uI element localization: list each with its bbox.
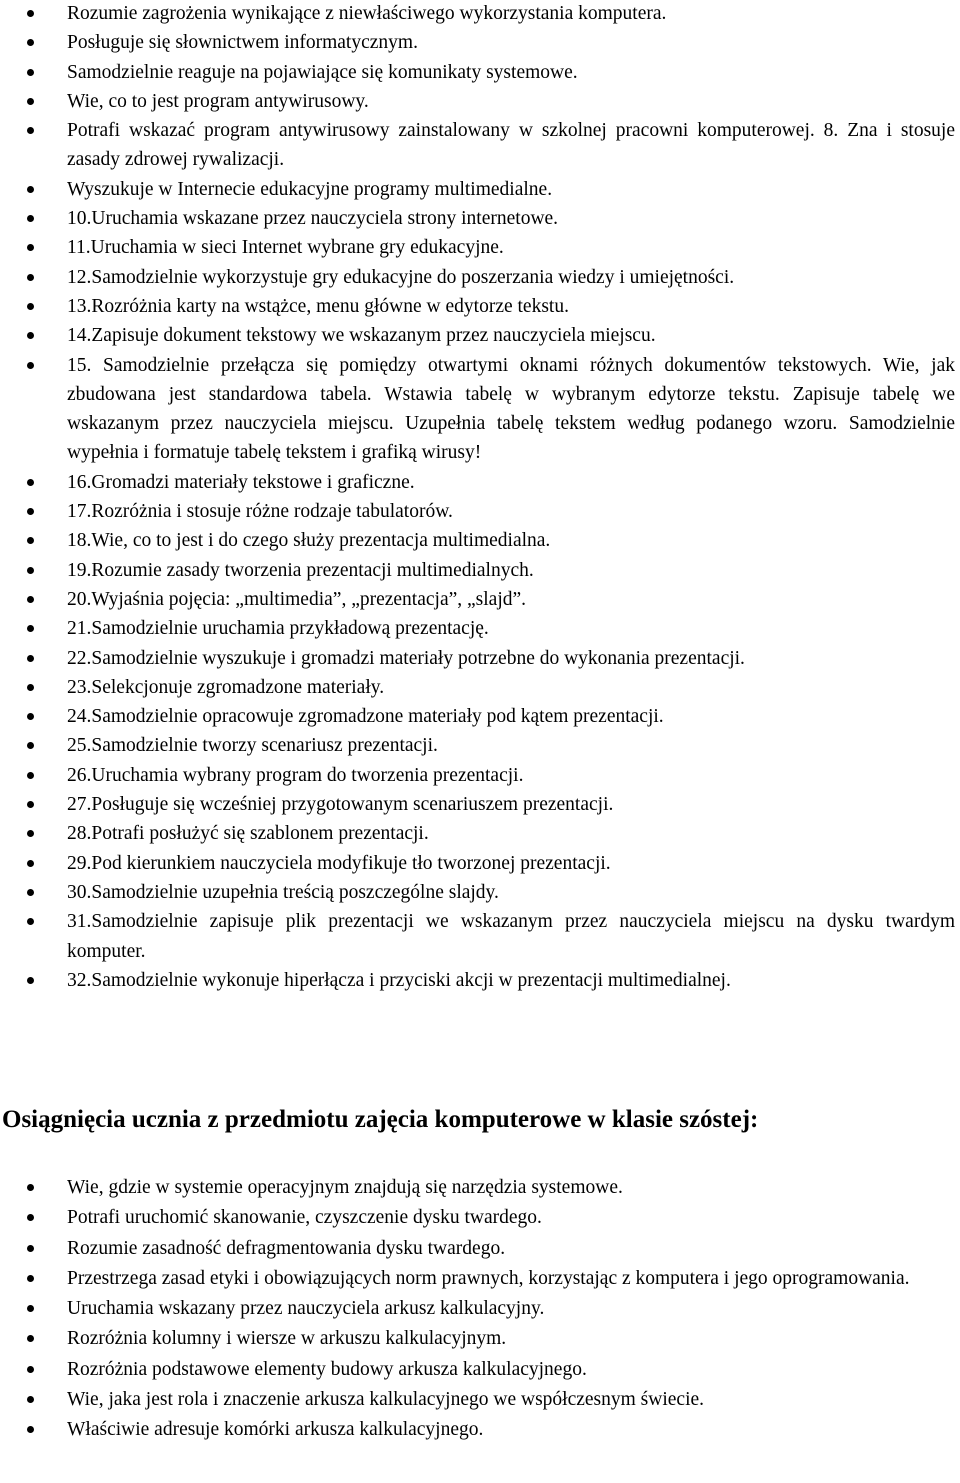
bullet-icon: [27, 479, 34, 486]
bullet-icon: [27, 567, 34, 574]
bullet-icon: [27, 684, 34, 691]
list-item: [0, 263, 960, 292]
list-item: [0, 28, 960, 57]
bullet-icon: [27, 596, 34, 603]
bullet-icon: [27, 1245, 34, 1252]
bullet-icon: [27, 918, 34, 925]
list-item: [0, 644, 960, 673]
bullet-icon: [27, 1396, 34, 1403]
list-item: [0, 497, 960, 526]
list-item: [0, 761, 960, 790]
list-item-text: 27.Posługuje się wcześniej przygotowanym scenariuszem prezentacji.: [67, 794, 614, 816]
list-item-text: Właściwie adresuje komórki arkusza kalkulacyjnego.: [67, 1419, 484, 1441]
list-item: [0, 351, 960, 468]
bullet-icon: [27, 1184, 34, 1191]
bullet-icon: [27, 655, 34, 662]
bullet-icon: [27, 127, 34, 134]
list-item: [0, 292, 960, 321]
list-item: [0, 1385, 960, 1415]
list-item-text: 15. Samodzielnie przełącza się pomiędzy otwartymi oknami różnych dokumentów tekstowych. Wie, jak zbudowana jest standardowa tabela. Wstawia tabelę w wybranym edytorze tekstu. Zapisuje tabelę we wskazanym przez nauczyciela miejscu. Uzupełnia tabelę tekstem według podanego wzoru. Samodzielnie wypełnia i formatuje tabelę tekstem i grafiką wirusy!: [67, 354, 955, 464]
list-item: [0, 526, 960, 555]
bullet-icon: [27, 10, 34, 17]
list-item-text: 21.Samodzielnie uruchamia przykładową prezentację.: [67, 618, 489, 640]
list-item-text: 20.Wyjaśnia pojęcia: „multimedia”, „prezentacja”, „slajd”.: [67, 588, 527, 610]
list-item-text: 17.Rozróżnia i stosuje różne rodzaje tabulatorów.: [67, 501, 453, 523]
list-item: [0, 790, 960, 819]
list-item-text: Przestrzega zasad etyki i obowiązujących norm prawnych, korzystając z komputera i jego oprogramowania.: [67, 1267, 910, 1289]
list-item-text: 25.Samodzielnie tworzy scenariusz prezentacji.: [67, 735, 438, 757]
list-item: [0, 233, 960, 262]
list-item-text: 14.Zapisuje dokument tekstowy we wskazanym przez nauczyciela miejscu.: [67, 325, 656, 347]
list-item: [0, 585, 960, 614]
bullet-icon: [27, 713, 34, 720]
list-item: [0, 1324, 960, 1354]
list-item: [0, 1415, 960, 1445]
bullet-icon: [27, 889, 34, 896]
list-item: [0, 907, 960, 966]
bullet-icon: [27, 977, 34, 984]
list-item: [0, 204, 960, 233]
list-item: [0, 878, 960, 907]
list-item: [0, 0, 960, 28]
list-item: [0, 321, 960, 350]
list-item-text: 26.Uruchamia wybrany program do tworzenia prezentacji.: [67, 764, 524, 786]
bullet-icon: [27, 1426, 34, 1433]
list-item-text: Rozróżnia kolumny i wiersze w arkuszu kalkulacyjnym.: [67, 1328, 507, 1350]
bullet-icon: [27, 303, 34, 310]
list-item-text: 32.Samodzielnie wykonuje hiperłącza i przyciski akcji w prezentacji multimedialnej.: [67, 969, 731, 991]
list-item: [0, 116, 960, 175]
bullet-icon: [27, 98, 34, 105]
list-item-text: 24.Samodzielnie opracowuje zgromadzone materiały pod kątem prezentacji.: [67, 706, 664, 728]
bullet-icon: [27, 69, 34, 76]
bullet-icon: [27, 274, 34, 281]
bullet-icon: [27, 772, 34, 779]
bullet-icon: [27, 215, 34, 222]
bullet-icon: [27, 1275, 34, 1282]
bullet-icon: [27, 508, 34, 515]
bullet-icon: [27, 1366, 34, 1373]
list-item-text: 13.Rozróżnia karty na wstążce, menu główne w edytorze tekstu.: [67, 295, 569, 317]
list-item: [0, 1173, 960, 1203]
list-item: [0, 702, 960, 731]
list-item: [0, 819, 960, 848]
list-item-text: Posługuje się słownictwem informatycznym.: [67, 32, 418, 54]
list-item-text: 31.Samodzielnie zapisuje plik prezentacji we wskazanym przez nauczyciela miejscu na dysku twardym komputer.: [67, 911, 955, 962]
list-item-text: Potrafi wskazać program antywirusowy zainstalowany w szkolnej pracowni komputerowej. 8. Zna i stosuje zasady zdrowej rywalizacji.: [67, 120, 955, 171]
list-item: [0, 1264, 960, 1294]
list-item-text: 18.Wie, co to jest i do czego służy prezentacja multimedialna.: [67, 530, 551, 552]
list-item: [0, 175, 960, 204]
bullet-icon: [27, 1305, 34, 1312]
bullet-icon: [27, 742, 34, 749]
list-item-text: Rozumie zagrożenia wynikające z niewłaściwego wykorzystania komputera.: [67, 3, 667, 24]
list-item-text: 30.Samodzielnie uzupełnia treścią poszczególne slajdy.: [67, 881, 499, 903]
list-item: [0, 1234, 960, 1264]
list-item-text: 28.Potrafi posłużyć się szablonem prezentacji.: [67, 823, 429, 845]
list-item: [0, 1294, 960, 1324]
list-item-text: Wie, jaka jest rola i znaczenie arkusza kalkulacyjnego we współczesnym świecie.: [67, 1389, 705, 1411]
bullet-icon: [27, 1214, 34, 1221]
list-item-text: 29.Pod kierunkiem nauczyciela modyfikuje tło tworzonej prezentacji.: [67, 852, 611, 874]
bullet-icon: [27, 332, 34, 339]
list-item-text: 23.Selekcjonuje zgromadzone materiały.: [67, 676, 385, 698]
list-item-text: 12.Samodzielnie wykorzystuje gry edukacyjne do poszerzania wiedzy i umiejętności.: [67, 266, 735, 288]
list-item: [0, 673, 960, 702]
bullet-icon: [27, 801, 34, 808]
list-item-text: 10.Uruchamia wskazane przez nauczyciela strony internetowe.: [67, 208, 559, 230]
bullet-icon: [27, 39, 34, 46]
bullet-icon: [27, 537, 34, 544]
list-item: [0, 731, 960, 760]
list-item: [0, 1203, 960, 1233]
list-item-text: Potrafi uruchomić skanowanie, czyszczenie dysku twardego.: [67, 1207, 542, 1229]
list-item: [0, 614, 960, 643]
bullet-icon: [27, 830, 34, 837]
bullet-icon: [27, 860, 34, 867]
list-item-text: 19.Rozumie zasady tworzenia prezentacji multimedialnych.: [67, 559, 534, 581]
achievements-list-grade-6: [0, 1173, 960, 1446]
bullet-icon: [27, 186, 34, 193]
list-item: [0, 849, 960, 878]
list-item-text: Uruchamia wskazany przez nauczyciela arkusz kalkulacyjny.: [67, 1298, 545, 1320]
section-heading: Osiągnięcia ucznia z przedmiotu zajęcia komputerowe w klasie szóstej:: [2, 1106, 759, 1133]
bullet-icon: [27, 244, 34, 251]
list-item: [0, 1355, 960, 1385]
list-item: [0, 556, 960, 585]
list-item-text: Wie, gdzie w systemie operacyjnym znajdują się narzędzia systemowe.: [67, 1177, 623, 1198]
list-item-text: Rozumie zasadność defragmentowania dysku twardego.: [67, 1237, 506, 1259]
list-item-text: 11.Uruchamia w sieci Internet wybrane gry edukacyjne.: [67, 237, 504, 259]
list-item-text: Samodzielnie reaguje na pojawiające się komunikaty systemowe.: [67, 61, 578, 83]
list-item: [0, 468, 960, 497]
bullet-icon: [27, 625, 34, 632]
list-item-text: Rozróżnia podstawowe elementy budowy arkusza kalkulacyjnego.: [67, 1358, 587, 1380]
list-item: [0, 966, 960, 995]
list-item-text: Wie, co to jest program antywirusowy.: [67, 90, 369, 112]
list-item: [0, 87, 960, 116]
bullet-icon: [27, 1335, 34, 1342]
list-item-text: Wyszukuje w Internecie edukacyjne programy multimedialne.: [67, 178, 553, 200]
list-item-text: 22.Samodzielnie wyszukuje i gromadzi materiały potrzebne do wykonania prezentacji.: [67, 647, 745, 669]
bullet-icon: [27, 362, 34, 369]
list-item-text: 16.Gromadzi materiały tekstowe i graficzne.: [67, 471, 415, 493]
list-item: [0, 58, 960, 87]
